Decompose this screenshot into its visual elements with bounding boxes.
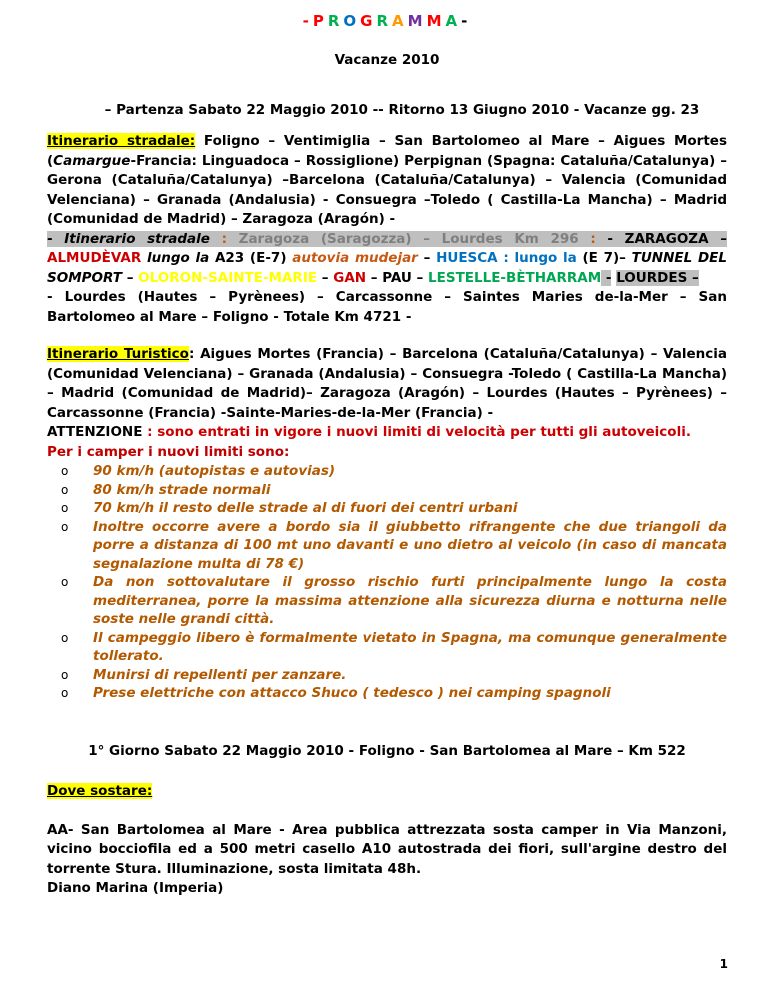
page-number: 1 [719,957,728,971]
zaragoza-caps: ZARAGOZA – [624,230,727,247]
dove-sostare-heading: Dove sostare: [47,782,153,799]
aa-san-bartolomea: AA- San Bartolomea al Mare - Area pubblica attrezzata sosta camper in Via Manzoni, vicino bocciofila ed a 500 metri casello A10 autostrada dei fiori, sull'argine destro del torrente Stura. Illuminazione, sosta limitata 48h. [47,821,727,877]
rule-item [61,518,727,574]
rule-text: Il campeggio libero è formalmente vietato in Spagna, ma comunque generalmente tollerato. [93,629,727,664]
title-letter: - [461,12,472,30]
rule-item [61,499,727,518]
title-letter: P [312,12,328,30]
oloron-sainte-marie: OLORON-SAINTE-MARIE [138,269,318,286]
itinerario-stradale-text-a: Foligno – Ventimiglia – San Bartolomeo al Mare – Aigues Mortes ( [47,133,727,169]
bullet-icon: o [61,667,69,682]
itinerario-stradale-text-b: -Francia: Linguadoca – Rossiglione) Perpignan (Spagna: Cataluña/Catalunya) – Gerona (Cataluña/Catalunya) –Barcelona (Cataluña/Catalunya) – Valencia (Comunidad Velenciana) – Granada (Andalusia) - Consuegra –Toledo ( Castilla-La Mancha) – Madrid (Comunidad de Madrid) – Zaragoza (Aragón) - [47,152,727,227]
title-letter: A [445,12,462,30]
zaragoza-saragozza: Zaragoza (Saragozza) [238,230,412,247]
bullet-icon: o [61,630,69,645]
lungo-la: lungo la [141,250,215,266]
rule-text: 80 km/h strade normali [93,481,271,498]
bullet-icon: o [61,501,69,515]
rule-text: 90 km/h (autopistas e autovias) [93,463,336,479]
lourdes-end: LOURDES – [616,269,699,286]
title-letter: R [327,12,344,30]
gan: GAN [333,269,367,286]
day1-heading: 1° Giorno Sabato 22 Maggio 2010 - Foligno - San Bartolomea al Mare – Km 522 [88,742,686,759]
subtitle: Vacanze 2010 [334,52,440,68]
title-letter: G [360,12,377,30]
dash: - [47,230,65,247]
dash2: - [607,230,625,247]
camper-limits-heading: Per i camper i nuovi limiti sono: [47,443,290,460]
rule-item [61,573,727,629]
dash4: – [122,269,139,286]
lourdes-km: – Lourdes Km 296 [411,230,591,247]
title-letter: - [302,12,313,30]
rule-item [61,629,727,666]
rule-item [61,666,727,685]
almudevar: ALMUDÈVAR [47,250,142,266]
rule-text: Da non sottovalutare il grosso rischio furti principalmente lungo la costa mediterranea, porre la massima attenzione alla sicurezza diurna e notturna nelle soste nelle grandi città. [93,574,727,627]
dash6: - [601,269,612,286]
itinerario-turistico [47,345,727,423]
lourdes-route [47,230,727,289]
title-letter: A [392,12,408,30]
rule-text: 70 km/h il resto delle strade al di fuori dei centri urbani [93,500,518,516]
itinerario-turistico-label: Itinerario Turistico [47,346,189,362]
title-letter: R [376,12,393,30]
attenzione-text: : sono entrati in vigore i nuovi limiti di velocità per tutti gli autoveicoli. [142,424,691,440]
dash5: – [317,269,334,286]
a23: A23 (E-7) [214,250,293,266]
itinerario-turistico-text: : Aigues Mortes (Francia) – Barcelona (Cataluña/Catalunya) – Valencia (Comunidad Velenciana) – Granada (Andalusia) – Consuegra -Toledo ( Castilla-La Mancha) – Madrid (Comunidad de Madrid)– Zaragoza (Aragón) – Lourdes (Hautes – Pyrènees) – Carcassonne (Francia) -Sainte-Maries-de-la-Mer (Francia) - [47,346,727,421]
lestelle-betharram: LESTELLE-BÈTHARRAM [428,269,602,286]
return-line: - Lourdes (Hautes – Pyrènees) – Carcassonne – Saintes Maries de-la-Mer – San Bartolomeo al Mare – Foligno - Totale Km 4721 - [47,289,727,325]
bullet-icon: o [61,519,69,534]
attenzione-label: ATTENZIONE [47,424,143,440]
lourdes-route-highlight [47,231,727,247]
attenzione [47,423,727,443]
huesca: HUESCA : lungo la [436,250,577,266]
rule-item [61,684,727,703]
itinerario-stradale [47,132,727,230]
title-letter: O [343,12,361,30]
bullet-icon: o [61,686,69,700]
rule-text: Inoltre occorre avere a bordo sia il giubbetto rifrangente che due triangoli da porre a distanza di 100 mt uno davanti e uno dietro al veicolo (in caso di mancata segnalazione multa di 78 €) [93,518,727,572]
diano-marina: Diano Marina (Imperia) [47,880,224,896]
pau: – PAU – [366,269,429,286]
departure-line: – Partenza Sabato 22 Maggio 2010 -- Ritorno 13 Giugno 2010 - Vacanze gg. 23 [104,102,700,118]
e7: (E 7)– [576,250,632,266]
dash3: – [417,250,437,266]
document-page [47,0,727,899]
colon: : [209,230,239,247]
rule-item [61,462,727,481]
rule-item [61,481,727,500]
title-letter: M [407,12,427,30]
itinerario-stradale-label: Itinerario stradale: [47,133,196,149]
itinerario-label: Itinerario stradale [64,230,210,247]
autovia-mudejar: autovia mudejar [292,250,418,266]
programma-title [47,12,727,30]
rule-text: Munirsi di repellenti per zanzare. [93,666,347,683]
rules-list [47,462,727,703]
bullet-icon: o [61,464,69,478]
rule-text: Prese elettriche con attacco Shuco ( tedesco ) nei camping spagnoli [93,685,611,701]
bullet-icon: o [61,575,69,589]
tunnel-del-somport: TUNNEL DEL SOMPORT [47,250,727,286]
bullet-icon: o [61,482,69,497]
camargue: Camargue [53,152,131,169]
title-letter: M [426,12,446,30]
colon2: : [590,230,608,247]
